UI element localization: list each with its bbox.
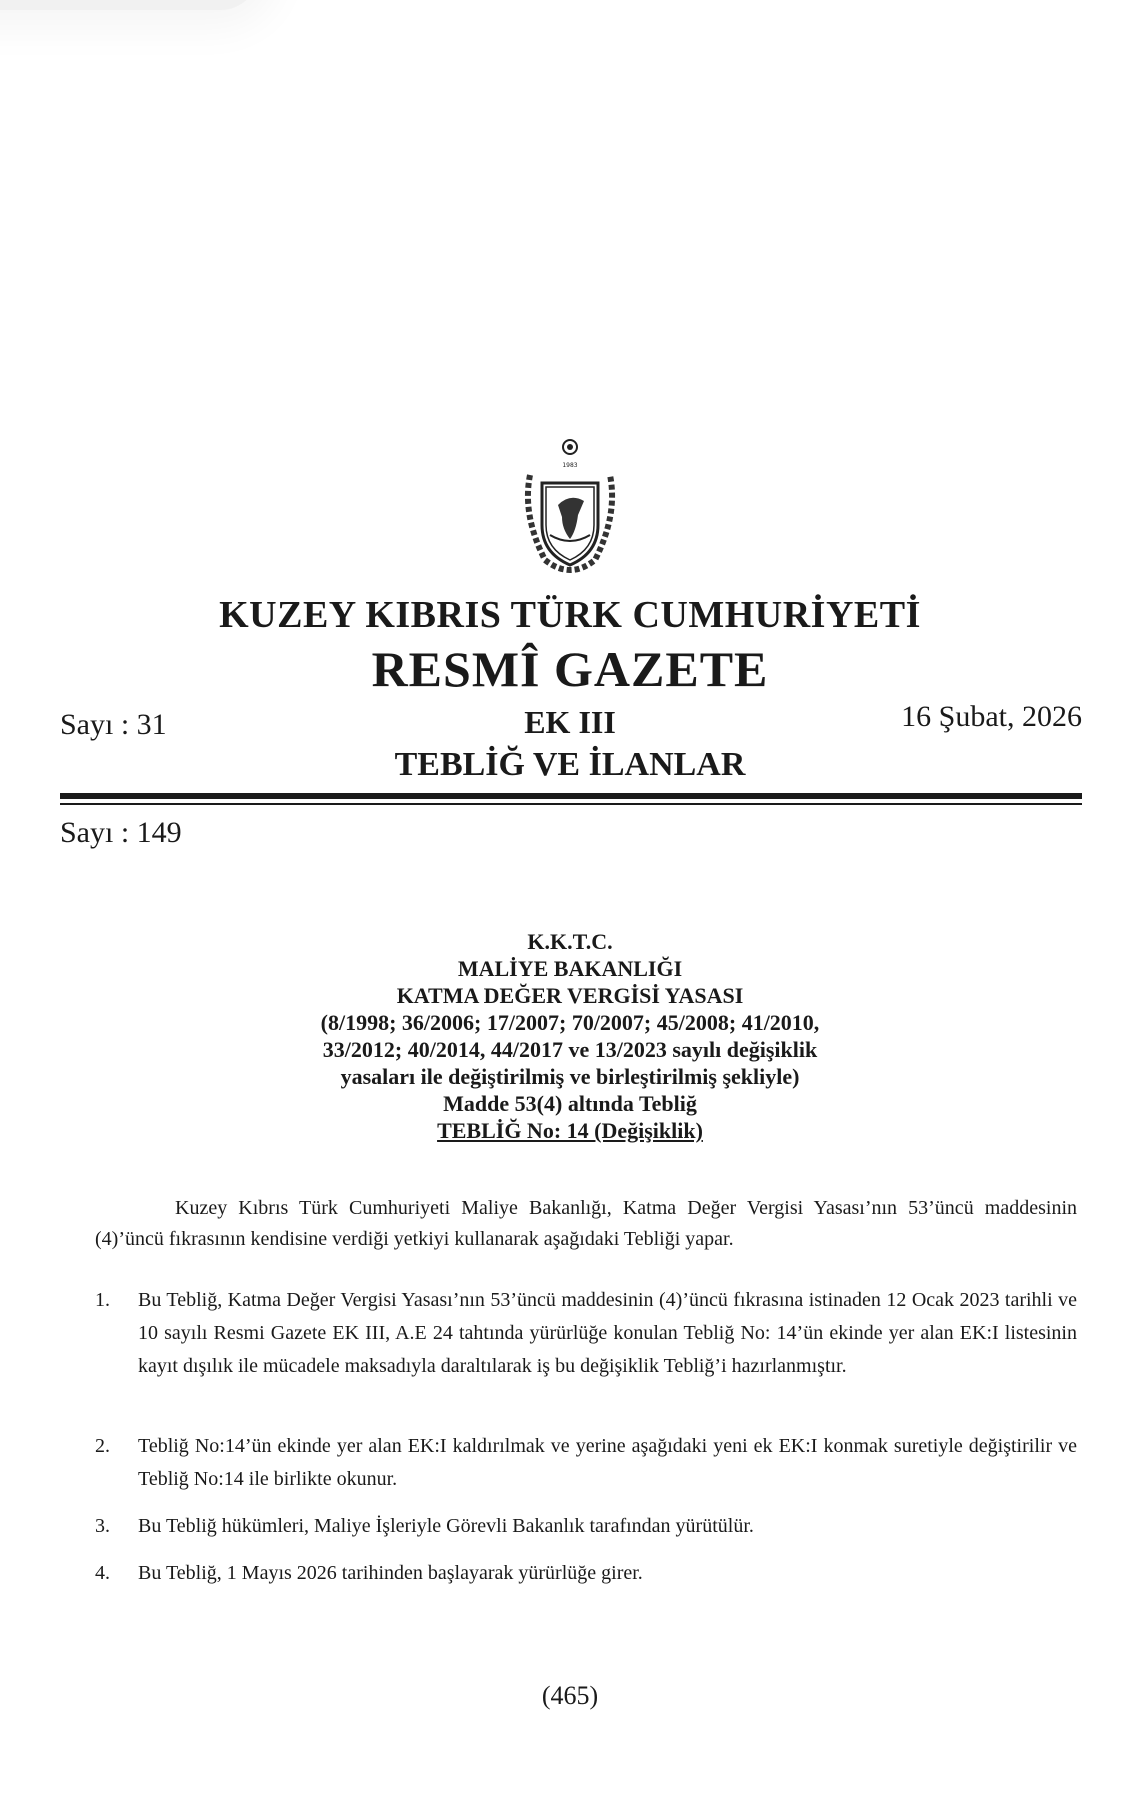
page-number: (465)	[541, 1681, 599, 1710]
header-line-1: K.K.T.C.	[527, 929, 613, 954]
intro-paragraph: Kuzey Kıbrıs Türk Cumhuriyeti Maliye Bakanlığı, Katma Değer Vergisi Yasası’nın 53’üncü maddesinin (4)’üncü fıkrasının kendisine verdiği yetkiyi kullanarak aşağıdaki Tebliği yapar.	[95, 1197, 1077, 1250]
notice-number: Sayı : 149	[60, 816, 182, 849]
list-item	[95, 1510, 1077, 1543]
divider-thin	[60, 803, 1082, 805]
issue-date: 16 Şubat, 2026	[901, 700, 1082, 733]
divider-thick	[60, 793, 1082, 799]
header-line-7: Madde 53(4) altında Tebliğ	[443, 1091, 697, 1116]
list-item-text: Bu Tebliğ, 1 Mayıs 2026 tarihinden başlayarak yürürlüğe girer.	[138, 1562, 643, 1584]
seal-year: 1983	[562, 462, 578, 469]
state-emblem-seal	[500, 435, 640, 585]
issue-label: Sayı : 31	[60, 708, 167, 741]
gazette-title: RESMÎ GAZETE	[371, 641, 769, 697]
list-item-number: 3.	[95, 1515, 110, 1537]
list-item-text: Tebliğ No:14’ün ekinde yer alan EK:I kaldırılmak ve yerine aşağıdaki yeni ek EK:I konmak suretiyle değiştirilir ve Tebliğ No:14 ile birlikte okunur.	[138, 1435, 1077, 1490]
header-line-5: 33/2012; 40/2014, 44/2017 ve 13/2023 sayılı değişiklik	[322, 1037, 818, 1062]
supplement-label: EK III	[524, 704, 616, 740]
header-line-8: TEBLİĞ No: 14 (Değişiklik)	[437, 1118, 703, 1143]
header-line-3: KATMA DEĞER VERGİSİ YASASI	[396, 983, 744, 1008]
list-item-text: Bu Tebliğ, Katma Değer Vergisi Yasası’nın 53’üncü maddesinin (4)’üncü fıkrasına istinaden 12 Ocak 2023 tarihli ve 10 sayılı Resmi Gazete EK III, A.E 24 tahtında yürürlüğe konulan Tebliğ No: 14’ün ekinde yer alan EK:I listesinin kayıt dışılık ile mücadele maksadıyla daraltılarak iş bu değişiklik Tebliğ’i hazırlanmıştır.	[138, 1289, 1077, 1377]
list-item-number: 1.	[95, 1289, 110, 1311]
list-item	[95, 1430, 1077, 1496]
list-item-text: Bu Tebliğ hükümleri, Maliye İşleriyle Görevli Bakanlık tarafından yürütülür.	[138, 1515, 754, 1537]
emblem-icon	[500, 435, 640, 585]
country-title: KUZEY KIBRIS TÜRK CUMHURİYETİ	[219, 594, 921, 636]
header-line-4: (8/1998; 36/2006; 17/2007; 70/2007; 45/2008; 41/2010,	[320, 1010, 820, 1035]
page-corner-shadow	[0, 0, 260, 10]
notice-header	[0, 928, 1140, 1144]
list-item-number: 2.	[95, 1435, 110, 1457]
list-item	[95, 1557, 1077, 1590]
header-line-6: yasaları ile değiştirilmiş ve birleştirilmiş şekliyle)	[340, 1064, 800, 1089]
list-item	[95, 1284, 1077, 1383]
list-item-number: 4.	[95, 1562, 110, 1584]
section-title: TEBLİĞ VE İLANLAR	[394, 746, 746, 783]
header-line-2: MALİYE BAKANLIĞI	[457, 956, 683, 981]
